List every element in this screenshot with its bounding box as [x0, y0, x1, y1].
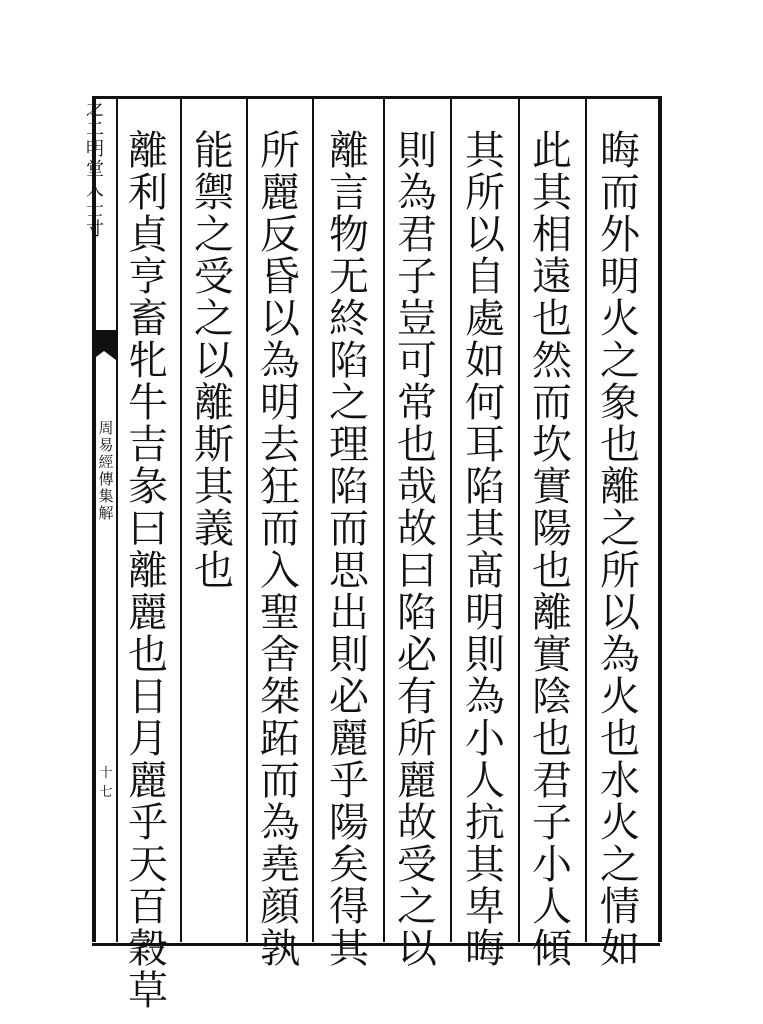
glyph: 而: [532, 380, 572, 426]
glyph: 其: [194, 464, 234, 510]
glyph: 人: [465, 758, 505, 804]
glyph: 畜: [128, 296, 168, 342]
glyph: 其: [465, 506, 505, 552]
margin-glyph: 人: [86, 179, 104, 200]
glyph: 利: [128, 170, 168, 216]
glyph: 麗: [128, 758, 168, 804]
text-column-7: [187, 130, 241, 920]
glyph: 陽: [329, 800, 369, 846]
glyph: 言: [329, 170, 369, 216]
margin-glyph: 易: [98, 436, 114, 454]
glyph: 入: [260, 548, 300, 594]
glyph: 麗: [128, 590, 168, 636]
glyph: 牝: [128, 338, 168, 384]
glyph: 其: [465, 128, 505, 174]
glyph: 水: [600, 758, 640, 804]
column-rule: [246, 96, 248, 942]
glyph: 百: [128, 884, 168, 930]
glyph: 跖: [260, 716, 300, 762]
column-rule: [518, 96, 520, 942]
glyph: 舍: [260, 632, 300, 678]
margin-glyph: 士: [86, 199, 104, 220]
glyph: 以: [260, 296, 300, 342]
glyph: 之: [397, 884, 437, 930]
glyph: 小: [465, 716, 505, 762]
glyph: 日: [128, 674, 168, 720]
glyph: 所: [260, 128, 300, 174]
glyph: 之: [194, 296, 234, 342]
glyph: 則: [329, 632, 369, 678]
glyph: 子: [532, 800, 572, 846]
glyph: 如: [600, 926, 640, 972]
glyph: 可: [397, 338, 437, 384]
glyph: 亨: [128, 254, 168, 300]
glyph: 離: [194, 380, 234, 426]
glyph: 也: [532, 548, 572, 594]
glyph: 象: [600, 380, 640, 426]
page-number: 十七: [99, 766, 113, 800]
glyph: 陷: [397, 590, 437, 636]
book-title: [96, 420, 116, 522]
glyph: 小: [532, 842, 572, 888]
glyph: 也: [600, 422, 640, 468]
glyph: 陽: [532, 506, 572, 552]
text-column-1: [593, 128, 647, 972]
column-rule: [585, 96, 587, 942]
glyph: 常: [397, 380, 437, 426]
glyph: 所: [397, 716, 437, 762]
column-rule: [383, 96, 385, 942]
glyph: 陷: [329, 338, 369, 384]
glyph: 則: [397, 128, 437, 174]
glyph: 月: [128, 716, 168, 762]
glyph: 曰: [397, 548, 437, 594]
glyph: 終: [329, 296, 369, 342]
glyph: 也: [532, 716, 572, 762]
glyph: 為: [397, 170, 437, 216]
glyph: 離: [128, 548, 168, 594]
glyph: 則: [465, 632, 505, 678]
glyph: 而: [600, 170, 640, 216]
glyph: 以: [465, 212, 505, 258]
glyph: 出: [329, 590, 369, 636]
glyph: 晦: [465, 926, 505, 972]
glyph: 也: [194, 548, 234, 594]
glyph: 義: [194, 506, 234, 552]
glyph: 故: [397, 800, 437, 846]
glyph: 明: [600, 254, 640, 300]
glyph: 斯: [194, 422, 234, 468]
glyph: 而: [329, 506, 369, 552]
outer-rule: [658, 96, 662, 942]
glyph: 外: [600, 212, 640, 258]
margin-glyph: 集: [98, 487, 114, 505]
margin-glyph: 堂: [86, 159, 104, 180]
glyph: 理: [329, 422, 369, 468]
glyph: 也: [128, 632, 168, 678]
glyph: 物: [329, 212, 369, 258]
glyph: 堯: [260, 842, 300, 888]
glyph: 為: [260, 338, 300, 384]
glyph: 耳: [465, 422, 505, 468]
column-rule: [312, 96, 314, 942]
glyph: 處: [465, 296, 505, 342]
glyph: 而: [260, 506, 300, 552]
text-column-4: [390, 128, 444, 972]
glyph: 牛: [128, 380, 168, 426]
glyph: 遠: [532, 254, 572, 300]
glyph: 麗: [260, 170, 300, 216]
glyph: 明: [465, 590, 505, 636]
glyph: 為: [465, 674, 505, 720]
column-rule: [450, 96, 452, 942]
glyph: 禦: [194, 170, 234, 216]
glyph: 為: [260, 800, 300, 846]
glyph: 乎: [329, 758, 369, 804]
glyph: 坎: [532, 422, 572, 468]
margin-glyph: 經: [98, 453, 114, 471]
glyph: 火: [600, 674, 640, 720]
glyph: 之: [600, 842, 640, 888]
text-column-3: [458, 128, 512, 972]
glyph: 而: [260, 758, 300, 804]
glyph: 實: [532, 464, 572, 510]
glyph: 其: [532, 170, 572, 216]
glyph: 穀: [128, 926, 168, 972]
glyph: 也: [397, 422, 437, 468]
glyph: 情: [600, 884, 640, 930]
column-rule: [180, 96, 182, 942]
glyph: 其: [465, 842, 505, 888]
column-rule: [116, 96, 118, 942]
margin-glyph: 傳: [98, 470, 114, 488]
glyph: 離: [600, 464, 640, 510]
glyph: 離: [532, 590, 572, 636]
glyph: 豈: [397, 296, 437, 342]
glyph: 君: [397, 212, 437, 258]
margin-glyph: 明: [86, 139, 104, 160]
glyph: 火: [600, 800, 640, 846]
glyph: 髙: [465, 548, 505, 594]
glyph: 能: [194, 128, 234, 174]
glyph: 必: [329, 674, 369, 720]
glyph: 卑: [465, 884, 505, 930]
glyph: 之: [194, 212, 234, 258]
glyph: 之: [329, 380, 369, 426]
margin-glyph: 周: [98, 419, 114, 437]
glyph: 陷: [465, 464, 505, 510]
glyph: 晦: [600, 128, 640, 174]
glyph: 吉: [128, 422, 168, 468]
glyph: 火: [600, 296, 640, 342]
glyph: 无: [329, 254, 369, 300]
text-column-8: [121, 128, 175, 1014]
glyph: 狂: [260, 464, 300, 510]
margin-header-text: [83, 100, 107, 240]
glyph: 必: [397, 632, 437, 678]
glyph: 為: [600, 632, 640, 678]
margin-glyph: 寸: [86, 219, 104, 240]
glyph: 天: [128, 842, 168, 888]
glyph: 桀: [260, 674, 300, 720]
glyph: 如: [465, 338, 505, 384]
glyph: 之: [600, 338, 640, 384]
glyph: 反: [260, 212, 300, 258]
glyph: 以: [194, 338, 234, 384]
glyph: 明: [260, 380, 300, 426]
glyph: 彖: [128, 464, 168, 510]
text-column-5: [322, 128, 376, 972]
glyph: 何: [465, 380, 505, 426]
glyph: 有: [397, 674, 437, 720]
glyph: 傾: [532, 926, 572, 972]
glyph: 乎: [128, 800, 168, 846]
glyph: 聖: [260, 590, 300, 636]
glyph: 也: [600, 716, 640, 762]
glyph: 人: [532, 884, 572, 930]
glyph: 之: [600, 506, 640, 552]
glyph: 所: [465, 170, 505, 216]
glyph: 麗: [397, 758, 437, 804]
margin-glyph: 解: [98, 504, 114, 522]
glyph: 受: [397, 842, 437, 888]
glyph: 曰: [128, 506, 168, 552]
glyph: 然: [532, 338, 572, 384]
glyph: 所: [600, 548, 640, 594]
margin-glyph: 之: [86, 99, 104, 120]
glyph: 矣: [329, 842, 369, 888]
glyph: 受: [194, 254, 234, 300]
glyph: 陷: [329, 464, 369, 510]
glyph: 顔: [260, 884, 300, 930]
glyph: 以: [397, 926, 437, 972]
glyph: 陰: [532, 674, 572, 720]
text-column-6: [253, 128, 307, 972]
glyph: 子: [397, 254, 437, 300]
glyph: 此: [532, 128, 572, 174]
glyph: 其: [329, 926, 369, 972]
glyph: 離: [128, 128, 168, 174]
glyph: 昏: [260, 254, 300, 300]
glyph: 抗: [465, 800, 505, 846]
glyph: 孰: [260, 926, 300, 972]
glyph: 相: [532, 212, 572, 258]
glyph: 君: [532, 758, 572, 804]
glyph: 麗: [329, 716, 369, 762]
margin-glyph: 二: [86, 119, 104, 140]
glyph: 也: [532, 296, 572, 342]
glyph: 故: [397, 506, 437, 552]
glyph: 離: [329, 128, 369, 174]
glyph: 實: [532, 632, 572, 678]
glyph: 貞: [128, 212, 168, 258]
glyph: 得: [329, 884, 369, 930]
glyph: 草: [128, 968, 168, 1014]
glyph: 自: [465, 254, 505, 300]
glyph: 思: [329, 548, 369, 594]
glyph: 去: [260, 422, 300, 468]
glyph: 以: [600, 590, 640, 636]
glyph: 哉: [397, 464, 437, 510]
text-column-2: [525, 128, 579, 972]
